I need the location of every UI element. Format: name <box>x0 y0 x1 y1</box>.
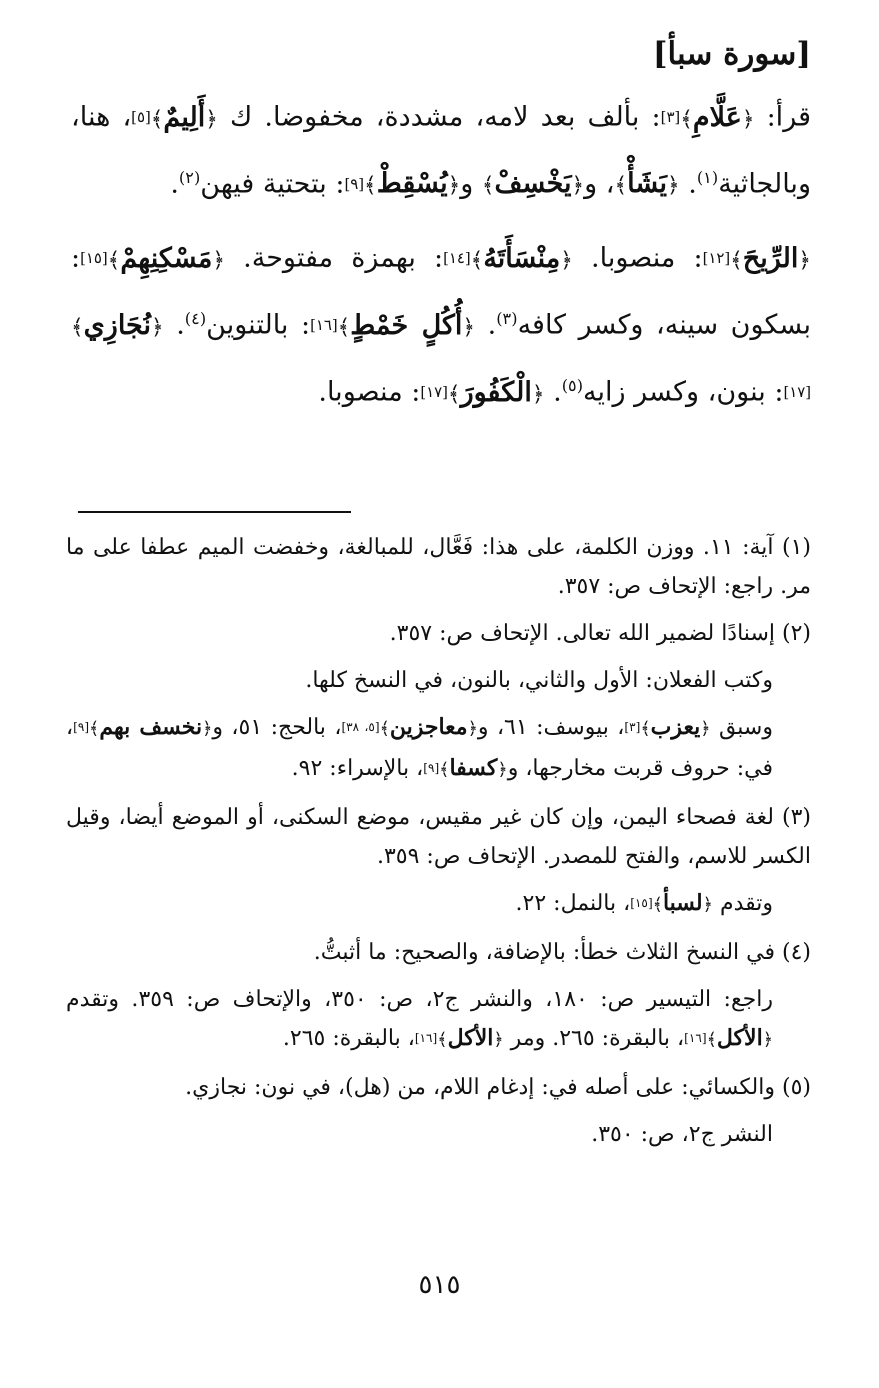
paragraph-2 <box>71 229 811 423</box>
verse-ref: [٥] <box>131 108 151 126</box>
text: : بألف بعد لامه، مشددة، مخفوضا. ك <box>217 101 661 133</box>
verse-ref: [١٧] <box>783 382 811 401</box>
paragraph-1 <box>71 88 811 215</box>
quran-word: ﴿الأكل﴾ <box>437 1025 504 1052</box>
verse-ref: [٣] <box>660 108 681 126</box>
footnotes <box>66 528 811 1162</box>
footnote-3-continuation: وتقدم ﴿لسبأ﴾[١٥]، بالنمل: ٢٢. <box>515 890 773 917</box>
text: . <box>170 168 179 200</box>
verse-ref: [١٥] <box>80 249 108 268</box>
text: : بنون، وكسر زايه <box>583 376 784 408</box>
text: . <box>475 309 497 341</box>
verse-ref: [١٢] <box>702 249 731 268</box>
quran-word: ﴿الأكل﴾ <box>706 1025 773 1052</box>
text: ، و <box>584 168 615 200</box>
footnote-2-continuation: وكتب الفعلان: الأول والثاني، بالنون، في النسخ كلها. <box>305 668 773 693</box>
verse-ref: [٣] <box>624 720 641 734</box>
quran-word: ﴿الرِّيحَ﴾ <box>730 243 812 275</box>
quran-word: ﴿أُكُلٍ خَمْطٍ﴾ <box>337 309 476 341</box>
verse-ref: [٥، ٣٨] <box>341 720 380 734</box>
footnote-marker: (٣) <box>496 309 518 329</box>
text: : منصوبا. <box>318 376 421 408</box>
quran-word: ﴿نُجَازِي﴾ <box>71 309 164 341</box>
text: . <box>163 309 185 341</box>
footnote-4: (٤) في النسخ الثلاث خطأ: بالإضافة، والصحيح: ما أثبتُّ. <box>313 940 811 966</box>
text: . <box>544 376 562 408</box>
verse-ref: [١٦] <box>310 316 338 335</box>
footnote-marker: (٤) <box>184 309 207 329</box>
quran-word: ﴿نخسف بهم﴾ <box>89 714 213 741</box>
quran-word: ﴿معاجزين﴾ <box>379 714 478 741</box>
text: : بهمزة مفتوحة. <box>225 243 444 275</box>
verse-ref: [٩] <box>73 720 90 734</box>
verse-ref: [١٤] <box>443 249 471 268</box>
text: : منصوبا. <box>572 243 703 275</box>
verse-ref: [١٦] <box>684 1031 707 1046</box>
footnote-5-continuation: النشر ج٢، ص: ٣٥٠. <box>591 1122 773 1148</box>
surah-title: [سورة سبأ] <box>652 36 811 72</box>
footnote-marker: (١) <box>696 167 719 187</box>
footnote-marker: (٢) <box>178 167 201 187</box>
footnote-5: (٥) والكسائي: على أصله في: إدغام اللام، من (هل)، في نون: نجازي. <box>185 1075 811 1101</box>
quran-word: ﴿لسبأ﴾ <box>652 890 713 917</box>
verse-ref: [٩] <box>423 761 440 776</box>
footnote-3: (٣) لغة فصحاء اليمن، وإن كان غير مقيس، موضع السكنى، أو الموضع أيضا، وقيل الكسر للاسم، والفتح للمصدر. الإتحاف ص: ٣٥٩. <box>66 805 811 870</box>
verse-ref: [٩] <box>344 174 365 193</box>
footnote-2-continuation: وسبق ﴿يعزب﴾[٣]، بيوسف: ٦١، و﴿معاجزين﴾[٥، ٣٨]، بالحج: ٥١، و﴿نخسف بهم﴾[٩]، في: حروف قربت مخارجها، و﴿كسفا﴾[٩]، بالإسراء: ٩٢. <box>66 714 773 782</box>
text: . <box>679 168 697 200</box>
quran-word: ﴿يعزب﴾ <box>640 714 711 741</box>
footnote-divider <box>78 511 351 513</box>
text: قرأ: <box>754 101 811 133</box>
verse-ref: [١٥] <box>630 896 653 911</box>
footnote-1: (١) آية: ١١. ووزن الكلمة، على هذا: فَعَّال، للمبالغة، وخفضت الميم عطفا على ما مر. راجع: الإتحاف ص: ٣٥٧. <box>66 535 811 599</box>
quran-word: ﴿الْكَفُورَ﴾ <box>447 376 545 408</box>
text: ، هنا، وبالجاثية <box>71 101 811 200</box>
verse-ref: [١٦] <box>414 1031 438 1046</box>
text: : بالتنوين <box>206 309 311 341</box>
footnote-marker: (٥) <box>561 375 584 395</box>
quran-word: ﴿أَلِيمٌ﴾ <box>150 101 218 133</box>
quran-word: ﴿يُسْقِطْ﴾ <box>364 168 461 200</box>
quran-word: ﴿مَسْكِنِهِمْ﴾ <box>107 243 225 275</box>
text: : بسكون سينه، وكسر كافه <box>71 243 811 341</box>
main-text <box>71 88 811 424</box>
verse-ref: [١٧] <box>420 382 448 401</box>
quran-word: ﴿مِنْسَأَتَهُ﴾ <box>470 243 573 275</box>
text: و <box>460 168 482 200</box>
quran-word: ﴿عَلَّامِ﴾ <box>680 101 755 133</box>
quran-word: ﴿يَشَأْ﴾ <box>614 168 680 200</box>
footnote-2: (٢) إسنادًا لضمير الله تعالى. الإتحاف ص: ٣٥٧. <box>389 621 811 646</box>
quran-word: ﴿يَخْسِفْ﴾ <box>481 168 585 200</box>
footnote-4-continuation: راجع: التيسير ص: ١٨٠، والنشر ج٢، ص: ٣٥٠، والإتحاف ص: ٣٥٩. وتقدم ﴿الأكل﴾[١٦]، بالبقرة: ٢٦٥. ومر ﴿الأكل﴾[١٦]، بالبقرة: ٢٦٥. <box>66 987 773 1052</box>
page-number: ٥١٥ <box>418 1270 461 1300</box>
quran-word: ﴿كسفا﴾ <box>439 755 508 782</box>
text: : بتحتية فيهن <box>200 168 345 200</box>
